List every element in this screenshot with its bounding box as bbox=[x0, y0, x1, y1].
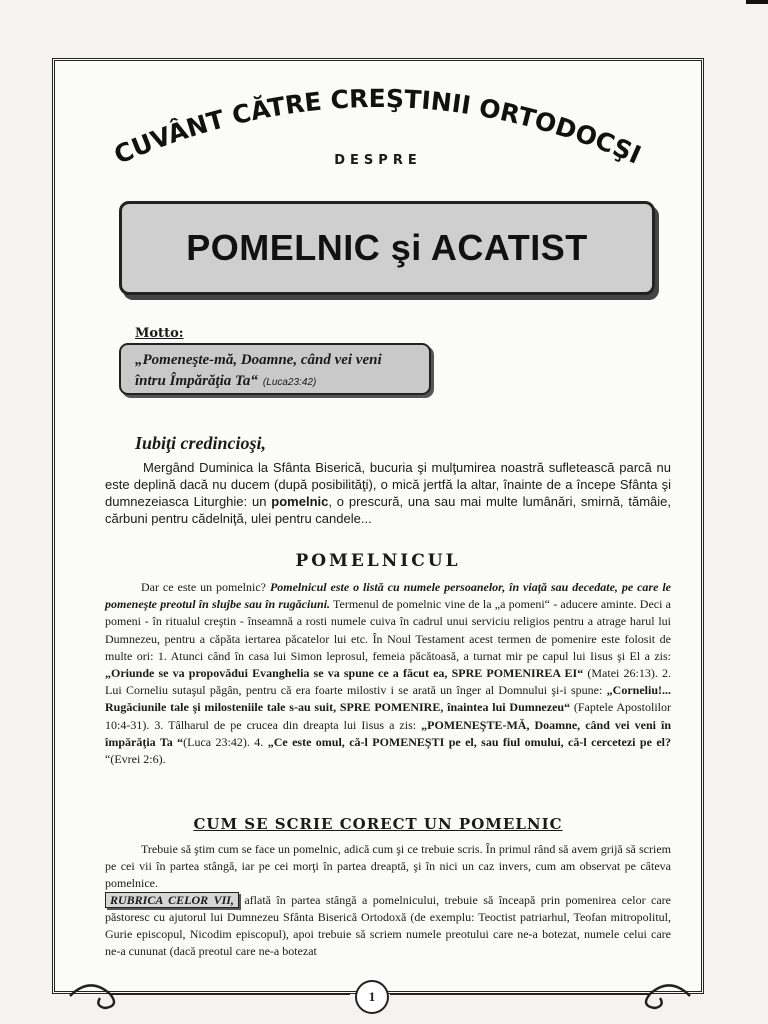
s1-definition: Pomelnicul este o listă cu numele persoanelor, în viaţă sau decedate, pe care le pomeneşte preotul în slujbe sau în rugăciuni. bbox=[105, 580, 671, 612]
intro-paragraph bbox=[105, 459, 671, 527]
motto-reference: (Luca23:42) bbox=[262, 377, 317, 388]
motto-box bbox=[119, 343, 431, 395]
cum-se-scrie-paragraph bbox=[105, 841, 671, 960]
ref-luca: (Luca 23:42). 4. bbox=[183, 734, 268, 749]
scan-edge-mark bbox=[746, 0, 768, 4]
cum-text-1: Trebuie să ştim cum se face un pomelnic, adică cum şi ce trebuie scris. În primul rând să avem grijă să scriem pe cei vii în partea stângă, iar pe cei morţi în partea dreaptă, şi în nici un caz invers, cum am observat pe câteva pomelnice. bbox=[105, 842, 671, 890]
section-heading-pomelnicul: POMELNICUL bbox=[295, 551, 461, 571]
pomelnicul-paragraph bbox=[105, 579, 671, 768]
quote-evrei: „Ce este omul, că-l POMENEŞTI pe el, sau fiul omului, că-l cercetezi pe el? bbox=[267, 734, 671, 749]
quote-corneliu: „Corneliu!... Rugăciunile tale şi milosteniile tale s-au suit, SPRE POMENIRE, înaintea lui Dumnezeu“ bbox=[105, 683, 671, 715]
section-heading-cum-se-scrie: CUM SE SCRIE CORECT UN POMELNIC bbox=[193, 815, 563, 833]
motto-label: Motto: bbox=[135, 326, 184, 341]
title-banner bbox=[119, 201, 655, 295]
despre-subtitle: DESPRE bbox=[334, 153, 422, 168]
ref-matei: (Matei 26:13). 2. Lui Corneliu sutaşul păgân, pentru că era foarte milostiv i se arată un înger al Domnului şi-i spune: bbox=[105, 666, 671, 698]
intro-bold-word: pomelnic bbox=[271, 494, 329, 509]
s1-text-2: Termenul de pomelnic vine de la „a pomeni“ - aducere aminte. Deci a pomeni - în ritualul creştin - înseamnă a rosti numele cuiva în cadrul unui serviciu religios pentru a atrage harul lui Dumnezeu, pentru a căpăta iertarea păcatelor lui etc. În Noul Testament acest termen de pomenire este folosit de multe ori: 1. Atunci când în casa lui Simon leprosul, femeia păcătoasă, a turnat mir pe capul lui Iisus şi El a zis: bbox=[105, 597, 671, 663]
intro-text-2: , o prescură, una sau mai multe lumânări, smirnă, tămâie, cărbuni pentru cădelniţă, ulei pentru candele... bbox=[105, 494, 672, 526]
intro-text-1: Mergând Duminica la Sfânta Biserică, bucuria şi mulţumirea noastră sufletească parcă nu este deplină dacă nu ducem (după posibilităţi), o mică jertfă la altar, înainte de a începe Sfânta şi dumnezeiasca Liturghie: un bbox=[105, 460, 671, 509]
cum-text-2: aflată în partea stângă a pomelnicului, trebuie să înceapă prin pomenirea celor care păstoresc cu ajutorul lui Dumnezeu Sfânta Biserică Ortodoxă (de exemplu: Teoctist patriarhul, Teofan mitropolitul, Gurie episcopul, Nicodim episcopul), apoi trebuie să scriem numele preotului care ne-a botezat, numele celui care ne-a cununat (dacă preotul care ne-a botezat bbox=[105, 893, 671, 958]
motto-text: „Pomeneşte-mă, Doamne, când vei veni întru Împărăţia Ta“ bbox=[135, 352, 382, 389]
banner-title: POMELNIC şi ACATIST bbox=[186, 227, 588, 268]
quote-matei: „Oriunde se va propovădui Evanghelia se va spune ce a făcut ea, SPRE POMENIREA EI“ bbox=[105, 666, 584, 681]
s1-text: Dar ce este un pomelnic? bbox=[141, 580, 270, 594]
page-number: 1 bbox=[355, 980, 389, 1014]
document-page bbox=[52, 58, 704, 994]
arc-title-text: CUVÂNT CĂTRE CREŞTINII ORTODOCŞI bbox=[109, 83, 646, 170]
ref-evrei: “(Evrei 2:6). bbox=[105, 752, 166, 767]
rubrica-celor-vii-label: RUBRICA CELOR VII, bbox=[105, 892, 239, 908]
greeting: Iubiţi credincioşi, bbox=[135, 433, 267, 453]
ref-fapte: (Faptele Apostolilor 10:4-31). 3. Tâlharul de pe crucea din dreapta lui Iisus a zis: bbox=[105, 700, 671, 732]
quote-talhar: „POMENEŞTE-MĂ, Doamne, când vei veni în împărăţia Ta “ bbox=[105, 717, 672, 749]
